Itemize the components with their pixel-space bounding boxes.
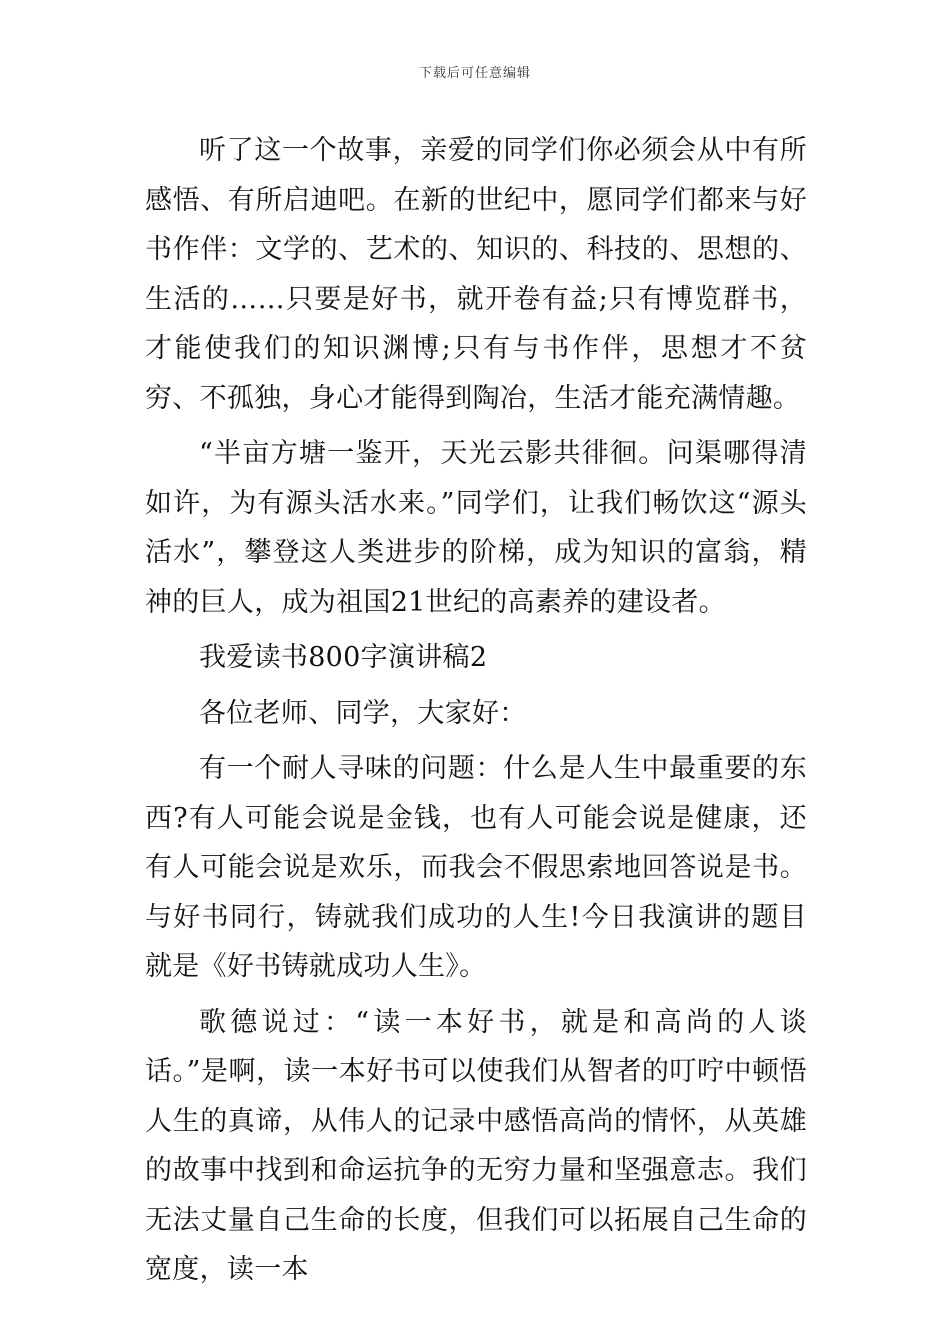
section-title: 我爱读书800字演讲稿2 xyxy=(199,642,488,673)
paragraph-reflection: 听了这一个故事，亲爱的同学们你必须会从中有所感悟、有所启迪吧。在新的世纪中，愿同学们都来与好书作伴：文学的、艺术的、知识的、科技的、思想的、生活的……只要是好书，就开卷有益;只有博览群书，才能使我们的知识渊博;只有与书作伴，思想才不贫穷、不孤独，身心才能得到陶冶，生活才能充满情趣。 xyxy=(145,135,807,414)
paragraph-question: 有一个耐人寻味的问题：什么是人生中最重要的东西?有人可能会说是金钱，也有人可能会说是健康，还有人可能会说是欢乐，而我会不假思索地回答说是书。与好书同行，铸就我们成功的人生!今日我演讲的题目就是《好书铸就成功人生》。 xyxy=(145,753,807,982)
paragraph-goethe: 歌德说过：“读一本好书，就是和高尚的人谈话。”是啊，读一本好书可以使我们从智者的叮咛中顿悟人生的真谛，从伟人的记录中感悟高尚的情怀，从英雄的故事中找到和命运抗争的无穷力量和坚强意志。我们无法丈量自己生命的长度，但我们可以拓展自己生命的宽度，读一本 xyxy=(145,1006,807,1285)
page-header-note: 下载后可任意编辑 xyxy=(418,66,531,81)
greeting: 各位老师、同学，大家好： xyxy=(199,697,527,729)
document-body xyxy=(145,126,807,1295)
paragraph-poem-quote: “半亩方塘一鉴开，天光云影共徘徊。问渠哪得清如许，为有源头活水来。”同学们，让我们畅饮这“源头活水”，攀登这人类进步的阶梯，成为知识的富翁，精神的巨人，成为祖国21世纪的高素养的建设者。 xyxy=(145,438,807,618)
